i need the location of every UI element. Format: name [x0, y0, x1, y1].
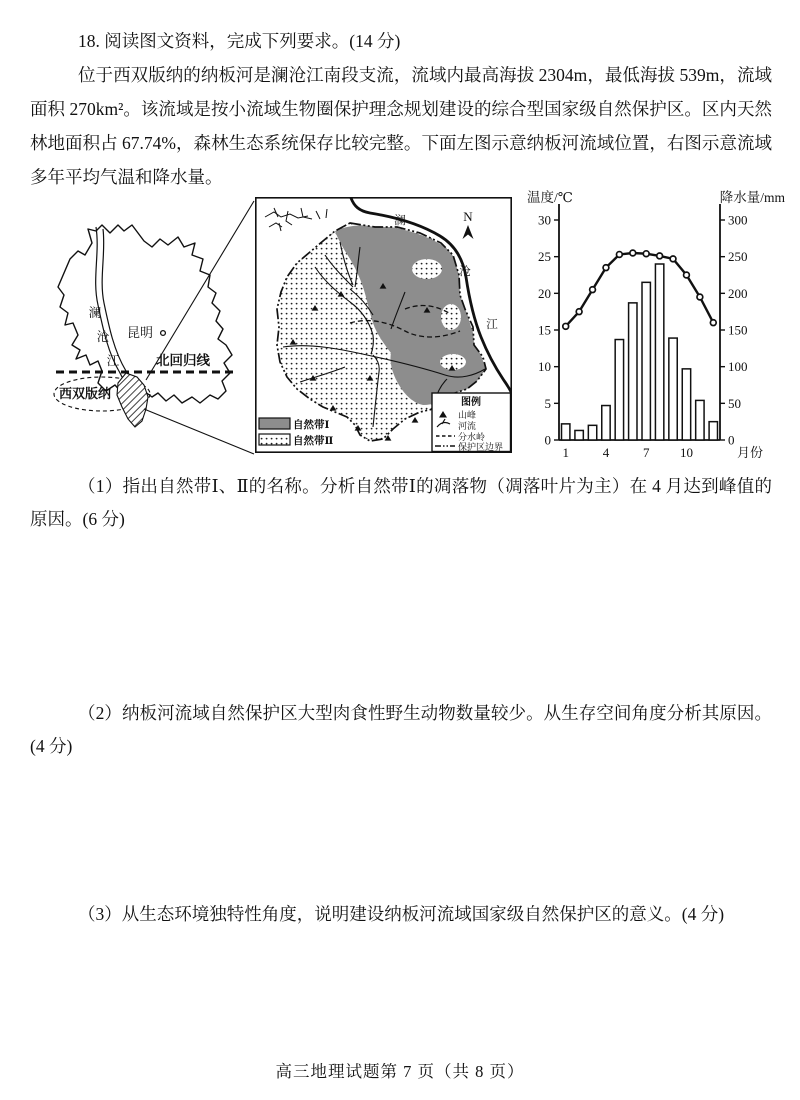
map-legend: [432, 393, 511, 452]
precip-bar: [669, 338, 677, 440]
precip-bar: [709, 422, 717, 440]
sub-question-3: （3）从生态环境独特性角度，说明建设纳板河流域国家级自然保护区的意义。(4 分): [78, 904, 725, 924]
right-tick-label: 300: [728, 212, 748, 228]
lancang-river-line-2: [102, 229, 136, 393]
temp-point: [697, 294, 703, 300]
x-tick-label: 7: [642, 445, 650, 460]
xishuangbanna-label: 西双版纳: [58, 386, 112, 401]
left-tick-label: 5: [544, 395, 551, 411]
legend-title: 图例: [461, 397, 481, 408]
temp-point: [603, 265, 609, 271]
temp-point: [684, 272, 690, 278]
dotted-island-1: [412, 259, 442, 279]
temp-line: [566, 253, 714, 326]
tropic-label: 北回归线: [156, 353, 210, 368]
precip-bar: [655, 264, 663, 440]
question-heading: 18. 阅读图文资料，完成下列要求。(14 分): [78, 31, 401, 51]
map-river-char-1: 澜: [394, 215, 406, 227]
temp-point: [590, 287, 596, 293]
x-axis-title: 月份: [737, 445, 764, 460]
x-tick-label: 10: [679, 445, 693, 460]
compass-n-label: N: [463, 209, 473, 224]
river-char-2: 沧: [96, 330, 110, 344]
sub-question-1: （1）指出自然带Ⅰ、Ⅱ的名称。分析自然带Ⅰ的凋落物（凋落叶片为主）在 4 月达到峰值的原因。(6 分): [30, 476, 772, 529]
temp-point: [576, 309, 582, 315]
left-tick-label: 30: [538, 212, 551, 228]
left-tick-label: 10: [538, 359, 551, 375]
watershed-map: [255, 197, 512, 453]
precip-bar: [615, 340, 623, 440]
temp-point: [643, 251, 649, 257]
legend-boundary-label: 保护区边界: [458, 442, 504, 452]
precip-bar: [682, 369, 690, 440]
left-axis-title: 温度/℃: [527, 190, 573, 205]
right-tick-label: 200: [728, 285, 748, 301]
climate-chart: [525, 188, 787, 460]
location-map: [40, 195, 255, 457]
map-river-char-3: 江: [486, 319, 498, 331]
precip-bar: [629, 303, 637, 440]
zone1-label: 自然带Ⅰ: [293, 420, 330, 431]
temp-point: [670, 256, 676, 262]
question-intro-paragraph: 位于西双版纳的纳板河是澜沧江南段支流，流域内最高海拔 2304m，最低海拔 539m，流域面积 270km²。该流域是按小流域生物圈保护理念规划建设的综合型国家级自然保护区。区内天然林地面积占 67.74%，森林生态系统保存比较完整。下面左图示意纳板河流域位置，右图示意流域多年平均气温和降水量。: [30, 65, 772, 187]
kunming-dot: [161, 331, 166, 336]
right-axis-title: 降水量/mm: [719, 190, 785, 205]
leader-line-bottom: [144, 409, 254, 454]
precip-bar: [696, 400, 704, 440]
left-tick-label: 20: [538, 285, 551, 301]
river-char-1: 澜: [88, 306, 102, 320]
yunnan-province-outline: [58, 225, 232, 403]
zone2-label: 自然带Ⅱ: [293, 436, 334, 447]
right-tick-label: 100: [728, 359, 748, 375]
temp-point: [563, 323, 569, 329]
legend-divide-label: 分水岭: [458, 432, 486, 442]
map-river-char-2: 沧: [459, 266, 471, 278]
figure-area: [30, 188, 790, 460]
region-hatched-area: [117, 373, 148, 427]
legend-peak-label: 山峰: [458, 410, 477, 420]
legend-river-label: 河流: [458, 421, 477, 431]
temp-point: [630, 250, 636, 256]
precip-bar: [588, 425, 596, 440]
river-char-3: 江: [106, 354, 120, 368]
precip-bar: [575, 430, 583, 440]
temp-point: [710, 320, 716, 326]
precip-bar: [642, 282, 650, 440]
temp-point: [616, 252, 622, 258]
right-tick-label: 0: [728, 432, 735, 448]
sub-question-2: （2）纳板河流域自然保护区大型肉食性野生动物数量较少。从生存空间角度分析其原因。(4 分): [30, 703, 772, 756]
temp-point: [657, 253, 663, 259]
left-tick-label: 25: [538, 249, 551, 265]
zone2-swatch: [259, 434, 290, 445]
x-tick-label: 4: [602, 445, 610, 460]
left-tick-label: 15: [538, 322, 551, 338]
page-footer: 高三地理试题第 7 页（共 8 页）: [275, 1062, 525, 1081]
left-tick-label: 0: [544, 432, 551, 448]
precip-bar: [562, 424, 570, 440]
zone1-swatch: [259, 418, 290, 429]
precip-bar: [602, 406, 610, 440]
right-tick-label: 50: [728, 395, 741, 411]
dotted-island-2: [441, 304, 461, 330]
right-tick-label: 150: [728, 322, 748, 338]
x-tick-label: 1: [562, 445, 569, 460]
kunming-label: 昆明: [126, 325, 154, 340]
right-tick-label: 250: [728, 249, 748, 265]
